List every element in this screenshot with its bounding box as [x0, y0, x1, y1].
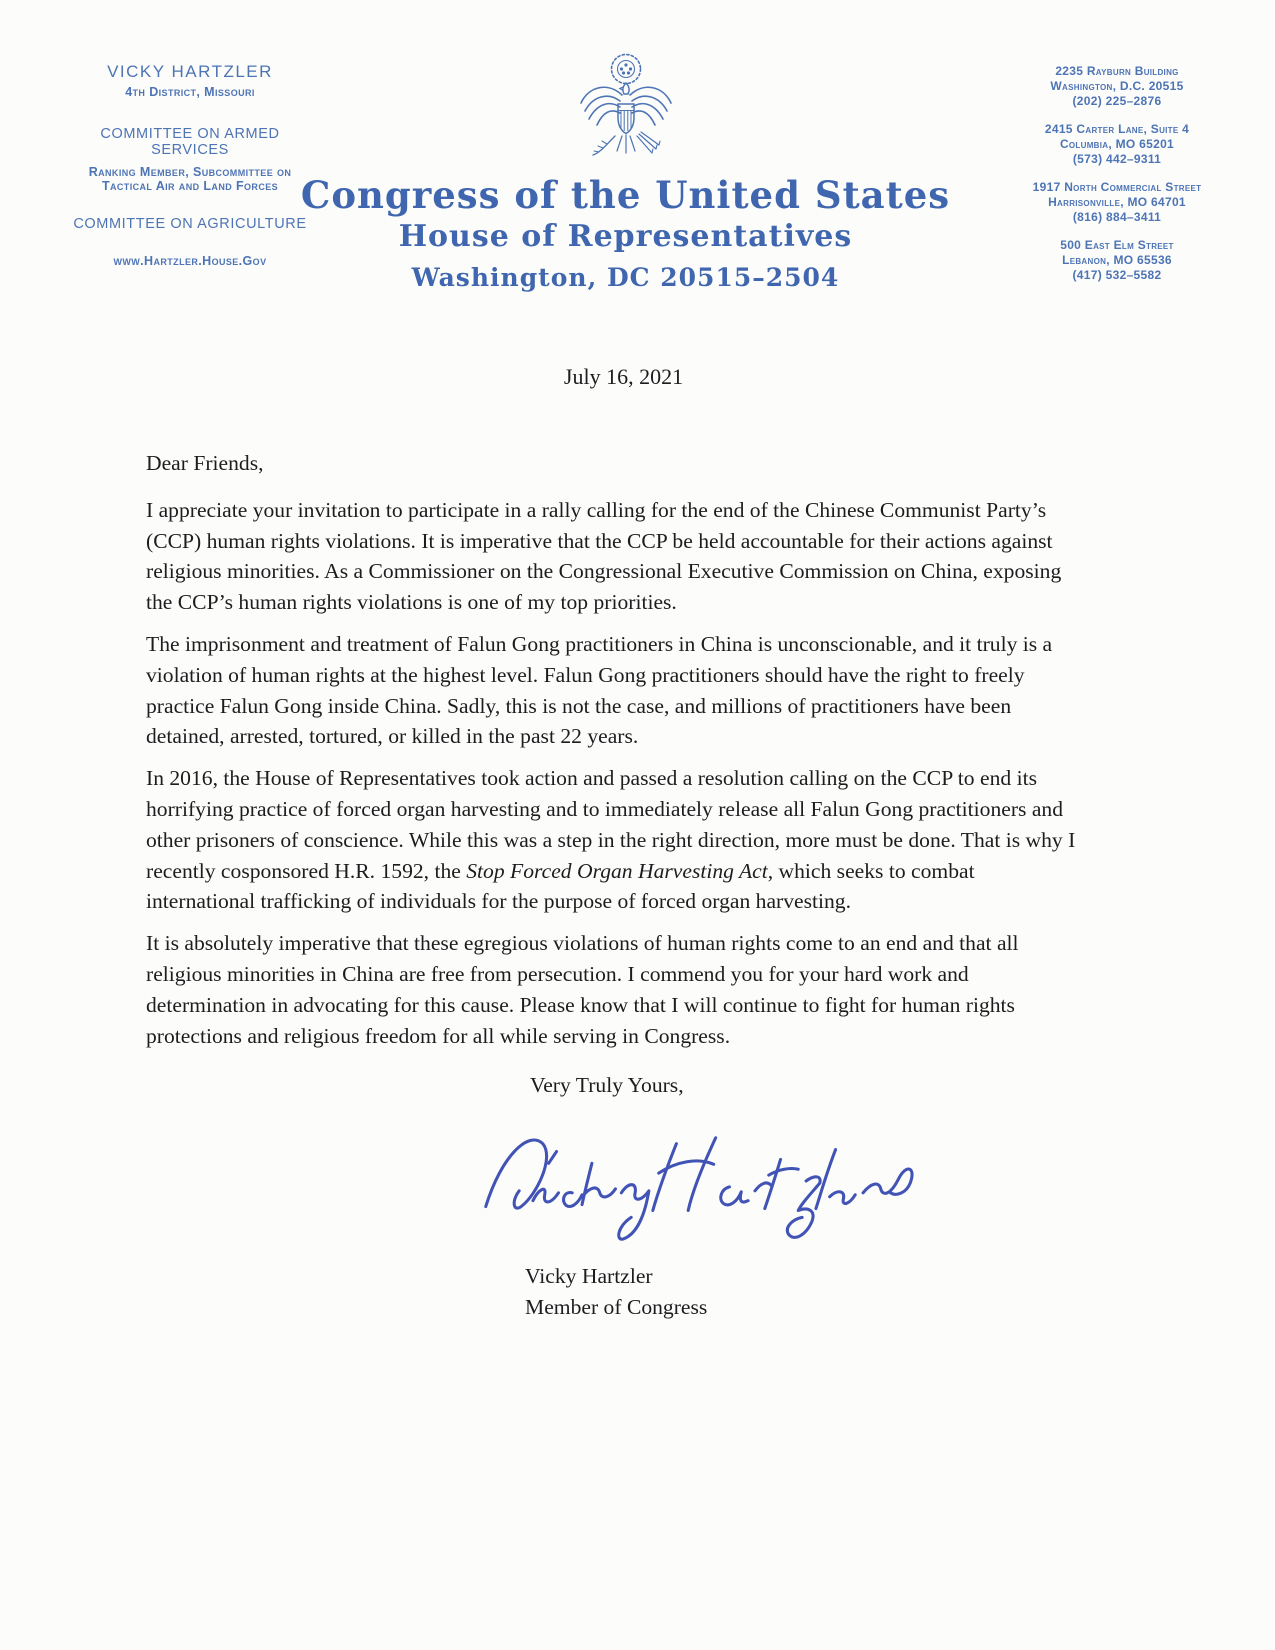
title-washington: Washington, DC 20515–2504	[411, 263, 840, 292]
member-website: www.Hartzler.House.Gov	[113, 254, 267, 268]
paragraph-4: It is absolutely imperative that these egregious violations of human rights come to an end and that all religious minorities in China are free from persecution. I commend you for your hard work and determination in advocating for this cause. Please know that I will continue to fight for human rights protections and religious freedom for all while serving in Congress.	[146, 931, 1019, 1048]
office-line: Lebanon, MO 65536	[1062, 253, 1172, 267]
office-address-dc	[1000, 64, 1234, 109]
letter-date: July 16, 2021	[563, 364, 684, 389]
office-line: Harrisonville, MO 64701	[1048, 195, 1186, 209]
letterhead-right-block	[1000, 64, 1234, 296]
office-phone: (816) 884–3411	[1072, 210, 1162, 224]
office-line: Columbia, MO 65201	[1059, 137, 1175, 151]
office-phone: (202) 225–2876	[1072, 94, 1162, 108]
signature-area	[472, 1107, 1081, 1267]
committee-agriculture: COMMITTEE ON AGRICULTURE	[73, 216, 307, 232]
salutation: Dear Friends,	[146, 451, 264, 475]
committee-armed-services: COMMITTEE ON ARMED SERVICES	[100, 126, 280, 158]
title-congress: Congress of the United States	[300, 173, 951, 217]
office-phone: (573) 442–9311	[1072, 152, 1162, 166]
office-line: 2235 Rayburn Building	[1055, 64, 1179, 78]
member-name: VICKY HARTZLER	[107, 62, 273, 81]
title-house: House of Representatives	[398, 219, 853, 254]
paragraph-1: I appreciate your invitation to participate in a rally calling for the end of the Chinese Communist Party’s (CCP) human rights violations. It is imperative that the CCP be held accountable for their actions against religious minorities. As a Commissioner on the Congressional Executive Commission on China, exposing the CCP’s human rights violations is one of my top priorities.	[146, 497, 1062, 615]
office-phone: (417) 532–5582	[1072, 268, 1162, 282]
office-line: Washington, D.C. 20515	[1050, 79, 1184, 93]
paragraph-3	[146, 763, 1081, 917]
bill-title-italic: Stop Forced Organ Harvesting Act	[466, 858, 768, 883]
paragraph-2: The imprisonment and treatment of Falun Gong practitioners in China is unconscionable, and it truly is a violation of human rights at the highest level. Falun Gong practitioners should have the right to freely practice Falun Gong inside China. Sadly, this is not the case, and millions of practitioners have been detained, arrested, tortured, or killed in the past 22 years.	[146, 631, 1053, 749]
office-address-harrisonville	[1000, 180, 1234, 225]
handwritten-signature	[472, 1107, 924, 1257]
great-seal-icon	[576, 52, 676, 170]
signed-title: Member of Congress	[525, 1295, 708, 1320]
office-line: 1917 North Commercial Street	[1032, 180, 1202, 194]
committee-role-line1: Ranking Member, Subcommittee on	[88, 165, 292, 179]
paragraph-3-text-after: , which seeks to combat international trafficking of individuals for the purpose of forced organ harvesting.	[146, 858, 975, 914]
letter-body	[146, 448, 1081, 1323]
signature-block	[525, 1261, 1081, 1323]
paragraph-3-text: In 2016, the House of Representatives took action and passed a resolution calling on the CCP to end its horrifying practice of forced organ harvesting and to immediately release all Falun Gong practitioners and other prisoners of conscience. While this was a step in the right direction, more must be done. That is why I recently cosponsored H.R. 1592, the	[146, 766, 1076, 883]
closing-valediction: Very Truly Yours,	[530, 1073, 684, 1098]
office-address-lebanon	[1000, 238, 1234, 283]
office-address-columbia	[1000, 122, 1234, 167]
office-line: 500 East Elm Street	[1060, 238, 1174, 252]
signed-name: Vicky Hartzler	[525, 1264, 653, 1289]
member-district: 4th District, Missouri	[125, 85, 255, 99]
committee-role-line2: Tactical Air and Land Forces	[101, 179, 279, 193]
office-line: 2415 Carter Lane, Suite 4	[1044, 122, 1190, 136]
